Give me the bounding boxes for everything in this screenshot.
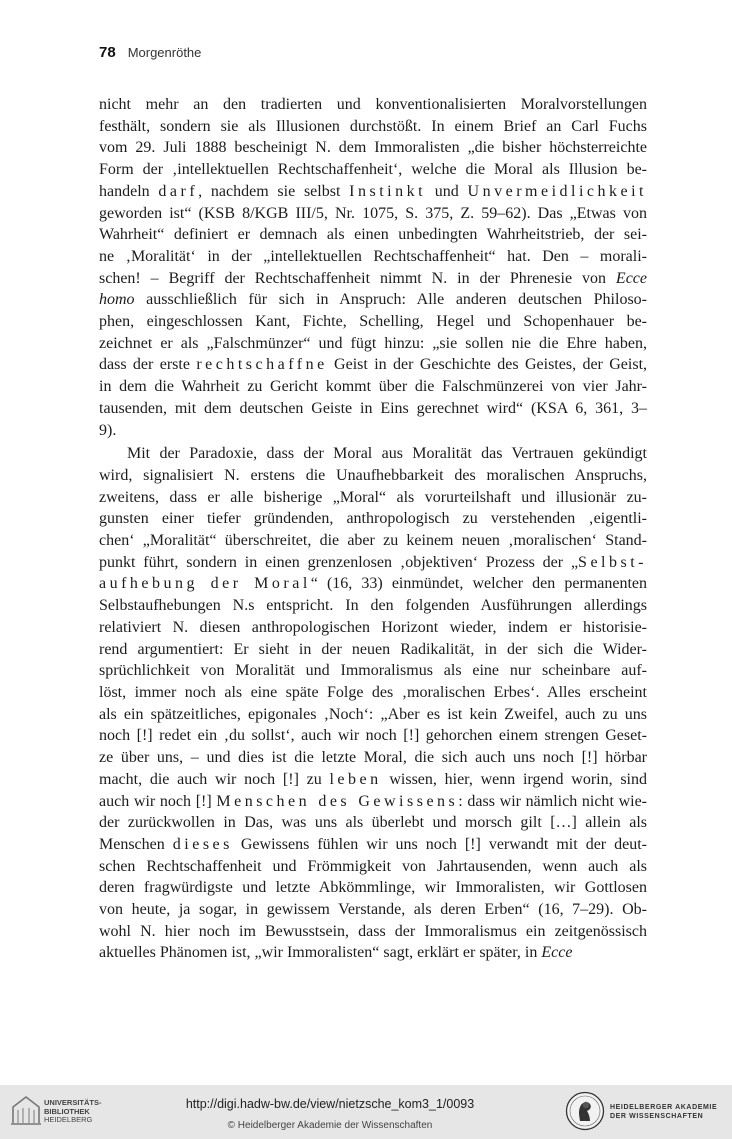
text-line: rend argumentiert: Er sieht in der neuen Radikalität, in der sich die Wider- [99, 640, 647, 658]
text-line: vom 29. Juli 1888 bescheinigt N. dem Immoralisten „die bisher höchsterreichte [99, 139, 647, 157]
copyright-notice: © Heidelberger Akademie der Wissenschaften [227, 1120, 433, 1131]
text-line: Wahrheit“ definiert er demnach als einen unbedingten Wahrheitstrieb, der sei- [99, 226, 647, 244]
italic-title: Ecce [615, 269, 647, 287]
text-line: von heute, ja sogar, in gewissem Verstande, als deren Erben“ (16, 7–29). Ob- [99, 901, 647, 919]
text-line: zweitens, dass er alle bisherige „Moral“ als vorurteilshaft und illusionär zu- [99, 488, 647, 506]
text-line: handeln darf, nachdem sie selbst Instinkt und Unvermeidlichkeit [99, 182, 647, 200]
text-line: wohl N. hier noch im Bewusstsein, dass der Immoralismus ein zeitgenössisch [99, 922, 647, 940]
text-line: schen! – Begriff der Rechtschaffenheit nimmt N. in der Phrenesie von Ecce [99, 269, 647, 287]
text-line: homo ausschließlich für sich in Anspruch: Alle anderen deutschen Philoso- [99, 291, 647, 309]
text-line: Selbstaufhebungen N.s entspricht. In den folgenden Ausführungen allerdings [99, 597, 647, 615]
text-line: ne ‚Moralität‘ in der „intellektuellen Rechtschaffenheit“ hat. Den – morali- [99, 247, 647, 265]
paragraph-1 [99, 94, 647, 441]
text-line: Mit der Paradoxie, dass der Moral aus Moralität das Vertrauen gekündigt [127, 445, 647, 463]
spaced-emphasis: leben [329, 770, 382, 788]
text-line: schen Rechtschaffenheit und Frömmigkeit von Jahrtausenden, wenn auch als [99, 857, 647, 875]
text-line: löst, immer noch als eine späte Folge des ‚moralischen Erbes‘. Alles erscheint [99, 683, 647, 701]
text-line: chen‘ „Moralität“ überschreitet, die aber zu keinem neuen ‚moralischen‘ Stand- [99, 532, 647, 550]
spaced-emphasis: Selbst- [578, 553, 647, 571]
text-line: geworden ist“ (KSB 8/KGB III/5, Nr. 1075, S. 375, Z. 59–62). Das „Etwas von [99, 204, 647, 222]
text-line: relativiert N. diesen anthropologischen Horizont wieder, indem er historisie- [99, 618, 647, 636]
permalink-url[interactable]: http://digi.hadw-bw.de/view/nietzsche_kom3_1/0093 [185, 1097, 475, 1111]
text-line: macht, die auch wir noch [!] zu leben wissen, hier, wenn irgend worin, sind [99, 770, 648, 788]
text-line: deren fragwürdigste und letzte Abkömmlinge, wir Immoralisten, wir Gottlosen [99, 879, 647, 897]
running-header [99, 44, 201, 62]
text-line: festhält, sondern sie als Illusionen durchstößt. In einem Brief an Carl Fuchs [99, 117, 647, 135]
spaced-emphasis: Instinkt [349, 182, 427, 200]
text-line: sprüchlichkeit von Moralität und Immoralismus als eine nur scheinbare auf- [99, 662, 647, 680]
spaced-emphasis: aufhebung der Moral [99, 575, 311, 593]
text-line: der zurückwollen in Das, was uns als überlebt und morsch gilt […] allein als [99, 814, 647, 832]
academy-seal-icon [565, 1091, 605, 1131]
commentary-body [99, 94, 647, 964]
digitization-footer [0, 1085, 732, 1139]
text-line: aktuelles Phänomen ist, „wir Immoralisten“ sagt, erklärt er später, in Ecce [99, 944, 573, 962]
paragraph-2 [99, 443, 647, 964]
text-line: in dem die Wahrheit zu Gericht kommt über die Falschmünzerei von vier Jahr- [99, 378, 647, 396]
spaced-emphasis: Unvermeidlichkeit [467, 182, 647, 200]
italic-title: homo [99, 291, 135, 309]
spaced-emphasis: rechtschaffne [196, 356, 328, 374]
library-name: UNIVERSITÄTS- BIBLIOTHEK HEIDELBERG [44, 1098, 102, 1124]
academy-name: HEIDELBERGER AKADEMIE DER WISSENSCHAFTEN [610, 1104, 718, 1120]
italic-title: Ecce [541, 944, 573, 962]
text-line: noch [!] redet ein ‚du sollst‘, auch wir noch [!] gehorchen einem strengen Geset- [99, 727, 647, 745]
text-line: Menschen dieses Gewissens fühlen wir uns noch [!] verwandt mit der deut- [99, 835, 647, 853]
text-line: punkt führt, sondern in einen grenzenlosen ‚objektiven‘ Prozess der „Selbst- [99, 553, 647, 571]
text-line: gunsten einer tiefer gründenden, anthropologisch zu verstehenden ‚eigentli- [99, 510, 647, 528]
running-head-title: Morgenröthe [127, 45, 202, 60]
page-number: 78 [99, 44, 116, 61]
spaced-emphasis: Menschen des Gewissens [216, 792, 459, 810]
text-line: 9). [99, 421, 117, 439]
text-line: aufhebung der Moral“ (16, 33) einmündet, welcher den permanenten [99, 575, 648, 593]
text-line: nicht mehr an den tradierten und konventionalisierten Moralvorstellungen [99, 96, 647, 113]
text-line: phen, eingeschlossen Kant, Fichte, Schelling, Hegel und Schopenhauer be- [99, 313, 647, 331]
text-line: auch wir noch [!] Menschen des Gewissens: dass wir nämlich nicht wie- [99, 792, 648, 810]
text-line: ze über uns, – und dies ist die letzte Moral, die sich auch uns noch [!] hörbar [99, 749, 647, 767]
spaced-emphasis: dieses [172, 835, 233, 853]
text-line: tausenden, mit dem deutschen Geiste in Eins gerechnet wird“ (KSA 6, 361, 3– [99, 399, 647, 417]
text-line: wird, signalisiert N. erstens die Unaufhebbarkeit des moralischen Anspruchs, [99, 466, 647, 484]
text-line: dass der erste rechtschaffne Geist in der Geschichte des Geistes, der Geist, [99, 356, 648, 374]
text-line: als ein spätzeitliches, epigonales ‚Noch‘: „Aber es ist kein Zweifel, auch zu uns [99, 705, 647, 723]
text-line: zeichnet er als „Falschmünzer“ und fügt hinzu: „sie sollen nie die Ehre haben, [99, 334, 647, 352]
text-line: Form der ‚intellektuellen Rechtschaffenheit‘, welche die Moral als Illusion be- [99, 161, 647, 179]
spaced-emphasis: darf [158, 182, 199, 200]
